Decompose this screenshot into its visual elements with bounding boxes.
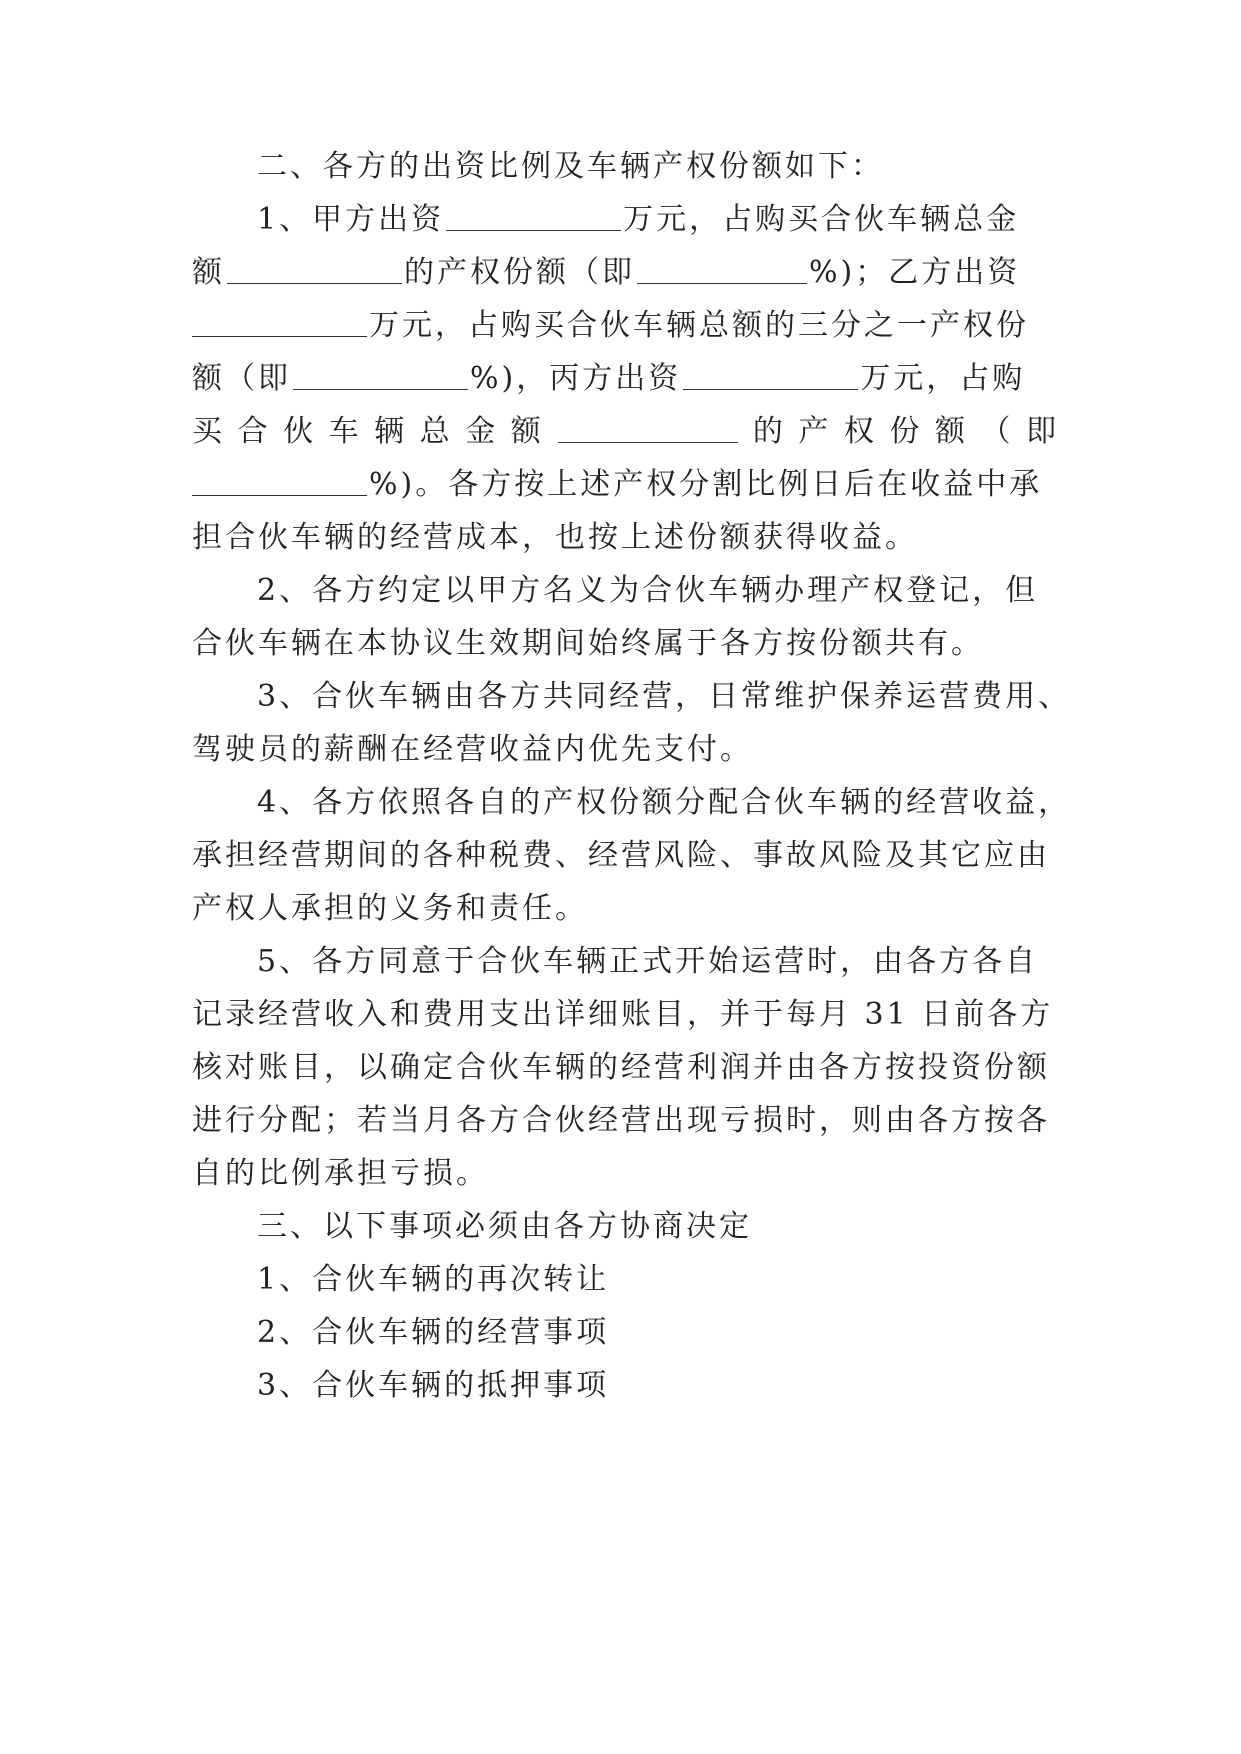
text-segment: %)。各方按上述产权分割比例日后在收益中承: [369, 467, 1043, 502]
blank-line: [683, 361, 858, 390]
section2-heading: 二、各方的出资比例及车辆产权份额如下：: [257, 149, 884, 184]
blank-line: [293, 361, 468, 390]
text-segment: 的 产 权 份 额 （ 即: [752, 414, 1060, 449]
item1-line2: [192, 253, 1020, 293]
item1-line1: [257, 200, 1019, 240]
blank-line: [446, 202, 621, 231]
item5-line4: 进行分配；若当月各方合伙经营出现亏损时，则由各方按各: [192, 1103, 1050, 1138]
item4-line1: 4、各方依照各自的产权份额分配合伙车辆的经营收益，: [257, 785, 1072, 820]
text-segment: 买 合 伙 车 辆 总 金 额: [192, 414, 544, 449]
item2-line1: 2、各方约定以甲方名义为合伙车辆办理产权登记，但: [257, 573, 1039, 608]
blank-line: [192, 467, 367, 496]
section3-heading: 三、以下事项必须由各方协商决定: [257, 1209, 752, 1244]
section3-item: 3、合伙车辆的抵押事项: [257, 1368, 610, 1403]
section3-item: 1、合伙车辆的再次转让: [257, 1262, 610, 1297]
section3-item: 2、合伙车辆的经营事项: [257, 1315, 610, 1350]
item4-line3: 产权人承担的义务和责任。: [192, 891, 588, 926]
text-segment: %)；乙方出资: [809, 255, 1021, 290]
blank-line: [192, 308, 367, 337]
item1-line6: [192, 465, 1042, 505]
item5-line2: 记录经营收入和费用支出详细账目，并于每月 31 日前各方: [192, 997, 1054, 1032]
text-segment: 万元，占购: [860, 361, 1026, 396]
text-segment: 额: [192, 255, 225, 290]
blank-line: [558, 414, 738, 443]
item1-line5: [192, 412, 1059, 452]
text-segment: 的产权份额（即: [404, 255, 635, 290]
item1-line4: [192, 359, 1025, 399]
blank-line: [227, 255, 402, 284]
text-segment: 额（即: [192, 361, 291, 396]
item5-line3: 核对账目，以确定合伙车辆的经营利润并由各方按投资份额: [192, 1050, 1050, 1085]
item5-line1: 5、各方同意于合伙车辆正式开始运营时，由各方各自: [257, 944, 1039, 979]
text-segment: %)，丙方出资: [470, 361, 682, 396]
item3-line2: 驾驶员的薪酬在经营收益内优先支付。: [192, 732, 753, 767]
item1-line7: 担合伙车辆的经营成本，也按上述份额获得收益。: [192, 520, 918, 555]
item2-line2: 合伙车辆在本协议生效期间始终属于各方按份额共有。: [192, 626, 984, 661]
item5-line5: 自的比例承担亏损。: [192, 1156, 489, 1191]
item1-line3: [192, 306, 1029, 346]
text-segment: 1、甲方出资: [257, 202, 445, 237]
blank-line: [637, 255, 807, 284]
item4-line2: 承担经营期间的各种税费、经营风险、事故风险及其它应由: [192, 838, 1050, 873]
item3-line1: 3、合伙车辆由各方共同经营，日常维护保养运营费用、: [257, 679, 1072, 714]
text-segment: 万元，占购买合伙车辆总金: [623, 202, 1020, 237]
text-segment: 万元，占购买合伙车辆总额的三分之一产权份: [369, 308, 1029, 343]
